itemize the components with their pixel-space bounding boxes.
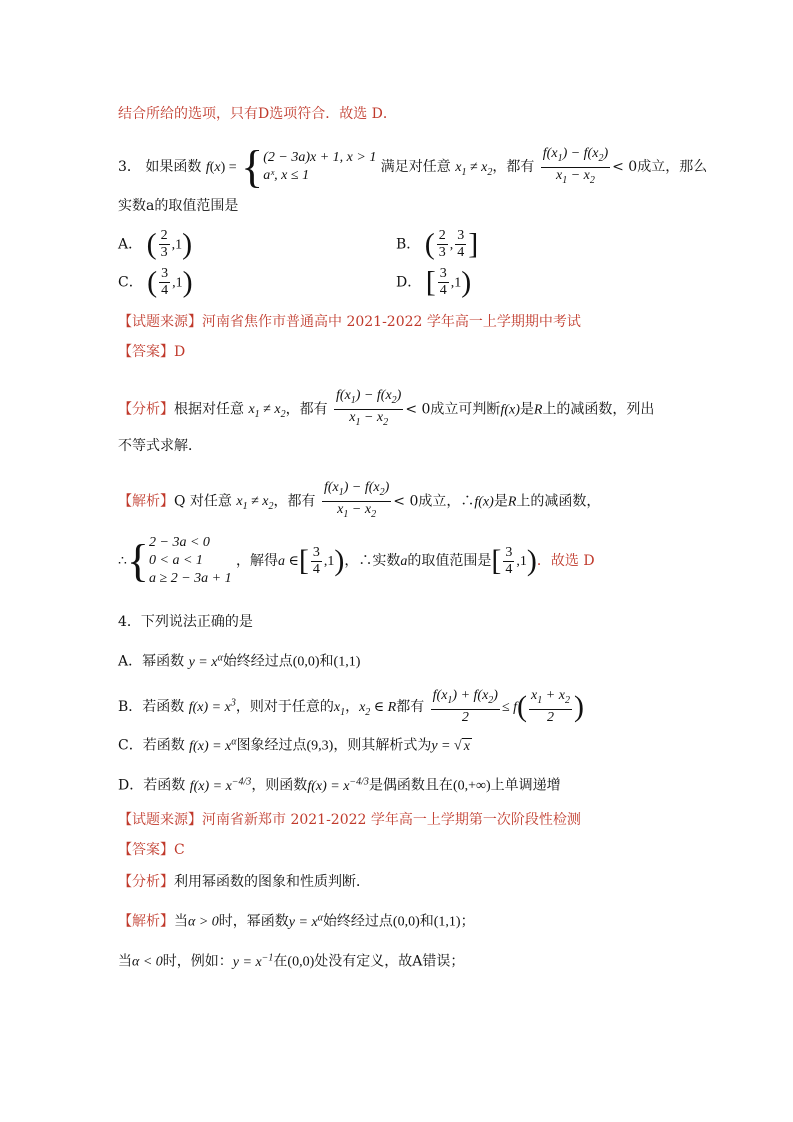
q3-stem-line2 bbox=[118, 196, 238, 216]
q3-answer: 【答案】D bbox=[118, 344, 186, 360]
prev-conclusion-text: 结合所给的选项，只有D选项符合．故选 D． bbox=[118, 106, 397, 122]
q3-source: 【试题来源】河南省焦作市普通高中 2021-2022 学年高一上学期期中考试 bbox=[118, 314, 581, 330]
q3-func-name: f bbox=[205, 160, 210, 175]
q3-option-d: D． [ $\frac{3}{4}$ ,1) bbox=[396, 265, 472, 299]
q3-number: 3． bbox=[118, 159, 141, 175]
q3-inequality-system: 2 − 3a < 0 0 < a < 1 a ≥ 2 − 3a + 1 bbox=[149, 535, 232, 586]
q3-brace: { bbox=[241, 141, 264, 192]
q3-analysis-line2: 不等式求解． bbox=[118, 438, 202, 454]
q4-option-b: B．若函数 $f(x) = x^3$，则对于任意的$x_1$，$x_2$ ∈ R都有 $\frac{f(x_1) + f(x_2)}{2}$ ≤ f( $\frac{x_1 + x_2}{2}$ ) bbox=[118, 688, 584, 725]
q4-option-d: D．若函数 $f(x) = x^{-4/3}$，则函数$f(x) = x^{-4/3}$是偶函数且在(0,+∞)上单调递增 bbox=[118, 776, 561, 794]
prev-conclusion-line bbox=[118, 104, 397, 124]
q4-option-c: C．若函数 $f(x) = x^\alpha$图象经过点(9,3)，则其解析式为y = √ x bbox=[118, 736, 470, 754]
q3-solution-line2: ∴{ 2 − 3a < 0 0 < a < 1 a ≥ 2 − 3a + 1 ，解得a ∈[ $\frac{3}{4}$ ,1)，∴实数a的取值范围是[ $\frac{3}{4}$ ,1)．故选 D bbox=[118, 535, 595, 586]
q3-option-b: B． ( $\frac{2}{3}$ , $\frac{3}{4}$ ] bbox=[396, 227, 479, 261]
q3-cond-tail: < 0成立，那么 bbox=[612, 159, 708, 175]
q3-analysis-line1: 【分析】根据对任意 $x_1 \ne x_2$，都有 $\frac{f(x_1) - f(x_2)}{x_1 - x_2}$ < 0成立可判断f(x)是R上的减函数，列出 bbox=[118, 388, 655, 428]
q4-solution-line1: 【解析】当α > 0时，幂函数$y = x^\alpha$始终经过点(0,0)和(1,1)； bbox=[118, 912, 475, 930]
q3-option-c: C． ( $\frac{3}{4}$ ,1) bbox=[118, 265, 193, 299]
q3-text-mid2: ，都有 bbox=[492, 159, 535, 175]
q3-option-a: A． ( $\frac{2}{3}$ ,1) bbox=[118, 227, 193, 261]
q3-piece2: aˣ, x ≤ 1 bbox=[263, 168, 310, 183]
q3-piecewise bbox=[263, 149, 376, 185]
q4-analysis: 【分析】利用幂函数的图象和性质判断． bbox=[118, 874, 370, 890]
q4-answer: 【答案】C bbox=[118, 842, 185, 858]
q4-source: 【试题来源】河南省新郑市 2021-2022 学年高一上学期第一次阶段性检测 bbox=[118, 812, 581, 828]
q4-stem: 4．下列说法正确的是 bbox=[118, 614, 253, 630]
q3-intro: 如果函数 bbox=[145, 159, 202, 175]
q3-solution-line1: 【解析】Q 对任意 $x_1 \ne x_2$，都有 $\frac{f(x_1) - f(x_2)}{x_1 - x_2}$ < 0成立，∴f(x)是R上的减函数， bbox=[118, 480, 601, 520]
q4-solution-line2: 当α < 0时，例如：$y = x^{-1}$在(0,0)处没有定义，故A错误； bbox=[118, 952, 465, 970]
q3-text-mid: 满足对任意 bbox=[380, 159, 451, 175]
q3-stem-line1: 3． 如果函数 f(x) = { (2 − 3a)x + 1, x > 1 aˣ, x ≤ 1 满足对任意 $x_1 \ne x_2$，都有 $\frac{f(x_1) - f(x_2)}{x_1 - x_2}$ < 0成立，那么 bbox=[118, 141, 708, 192]
q3-line2: 实数a的取值范围是 bbox=[118, 198, 239, 214]
q3-piece1: (2 − 3a)x + 1, x > 1 bbox=[263, 150, 377, 165]
q3-diff-quotient: $\frac{f(x_1) - f(x_2)}{x_1 - x_2}$ bbox=[542, 145, 609, 186]
q4-option-a: A．幂函数 $y = x^\alpha$始终经过点(0,0)和(1,1) bbox=[118, 652, 361, 670]
